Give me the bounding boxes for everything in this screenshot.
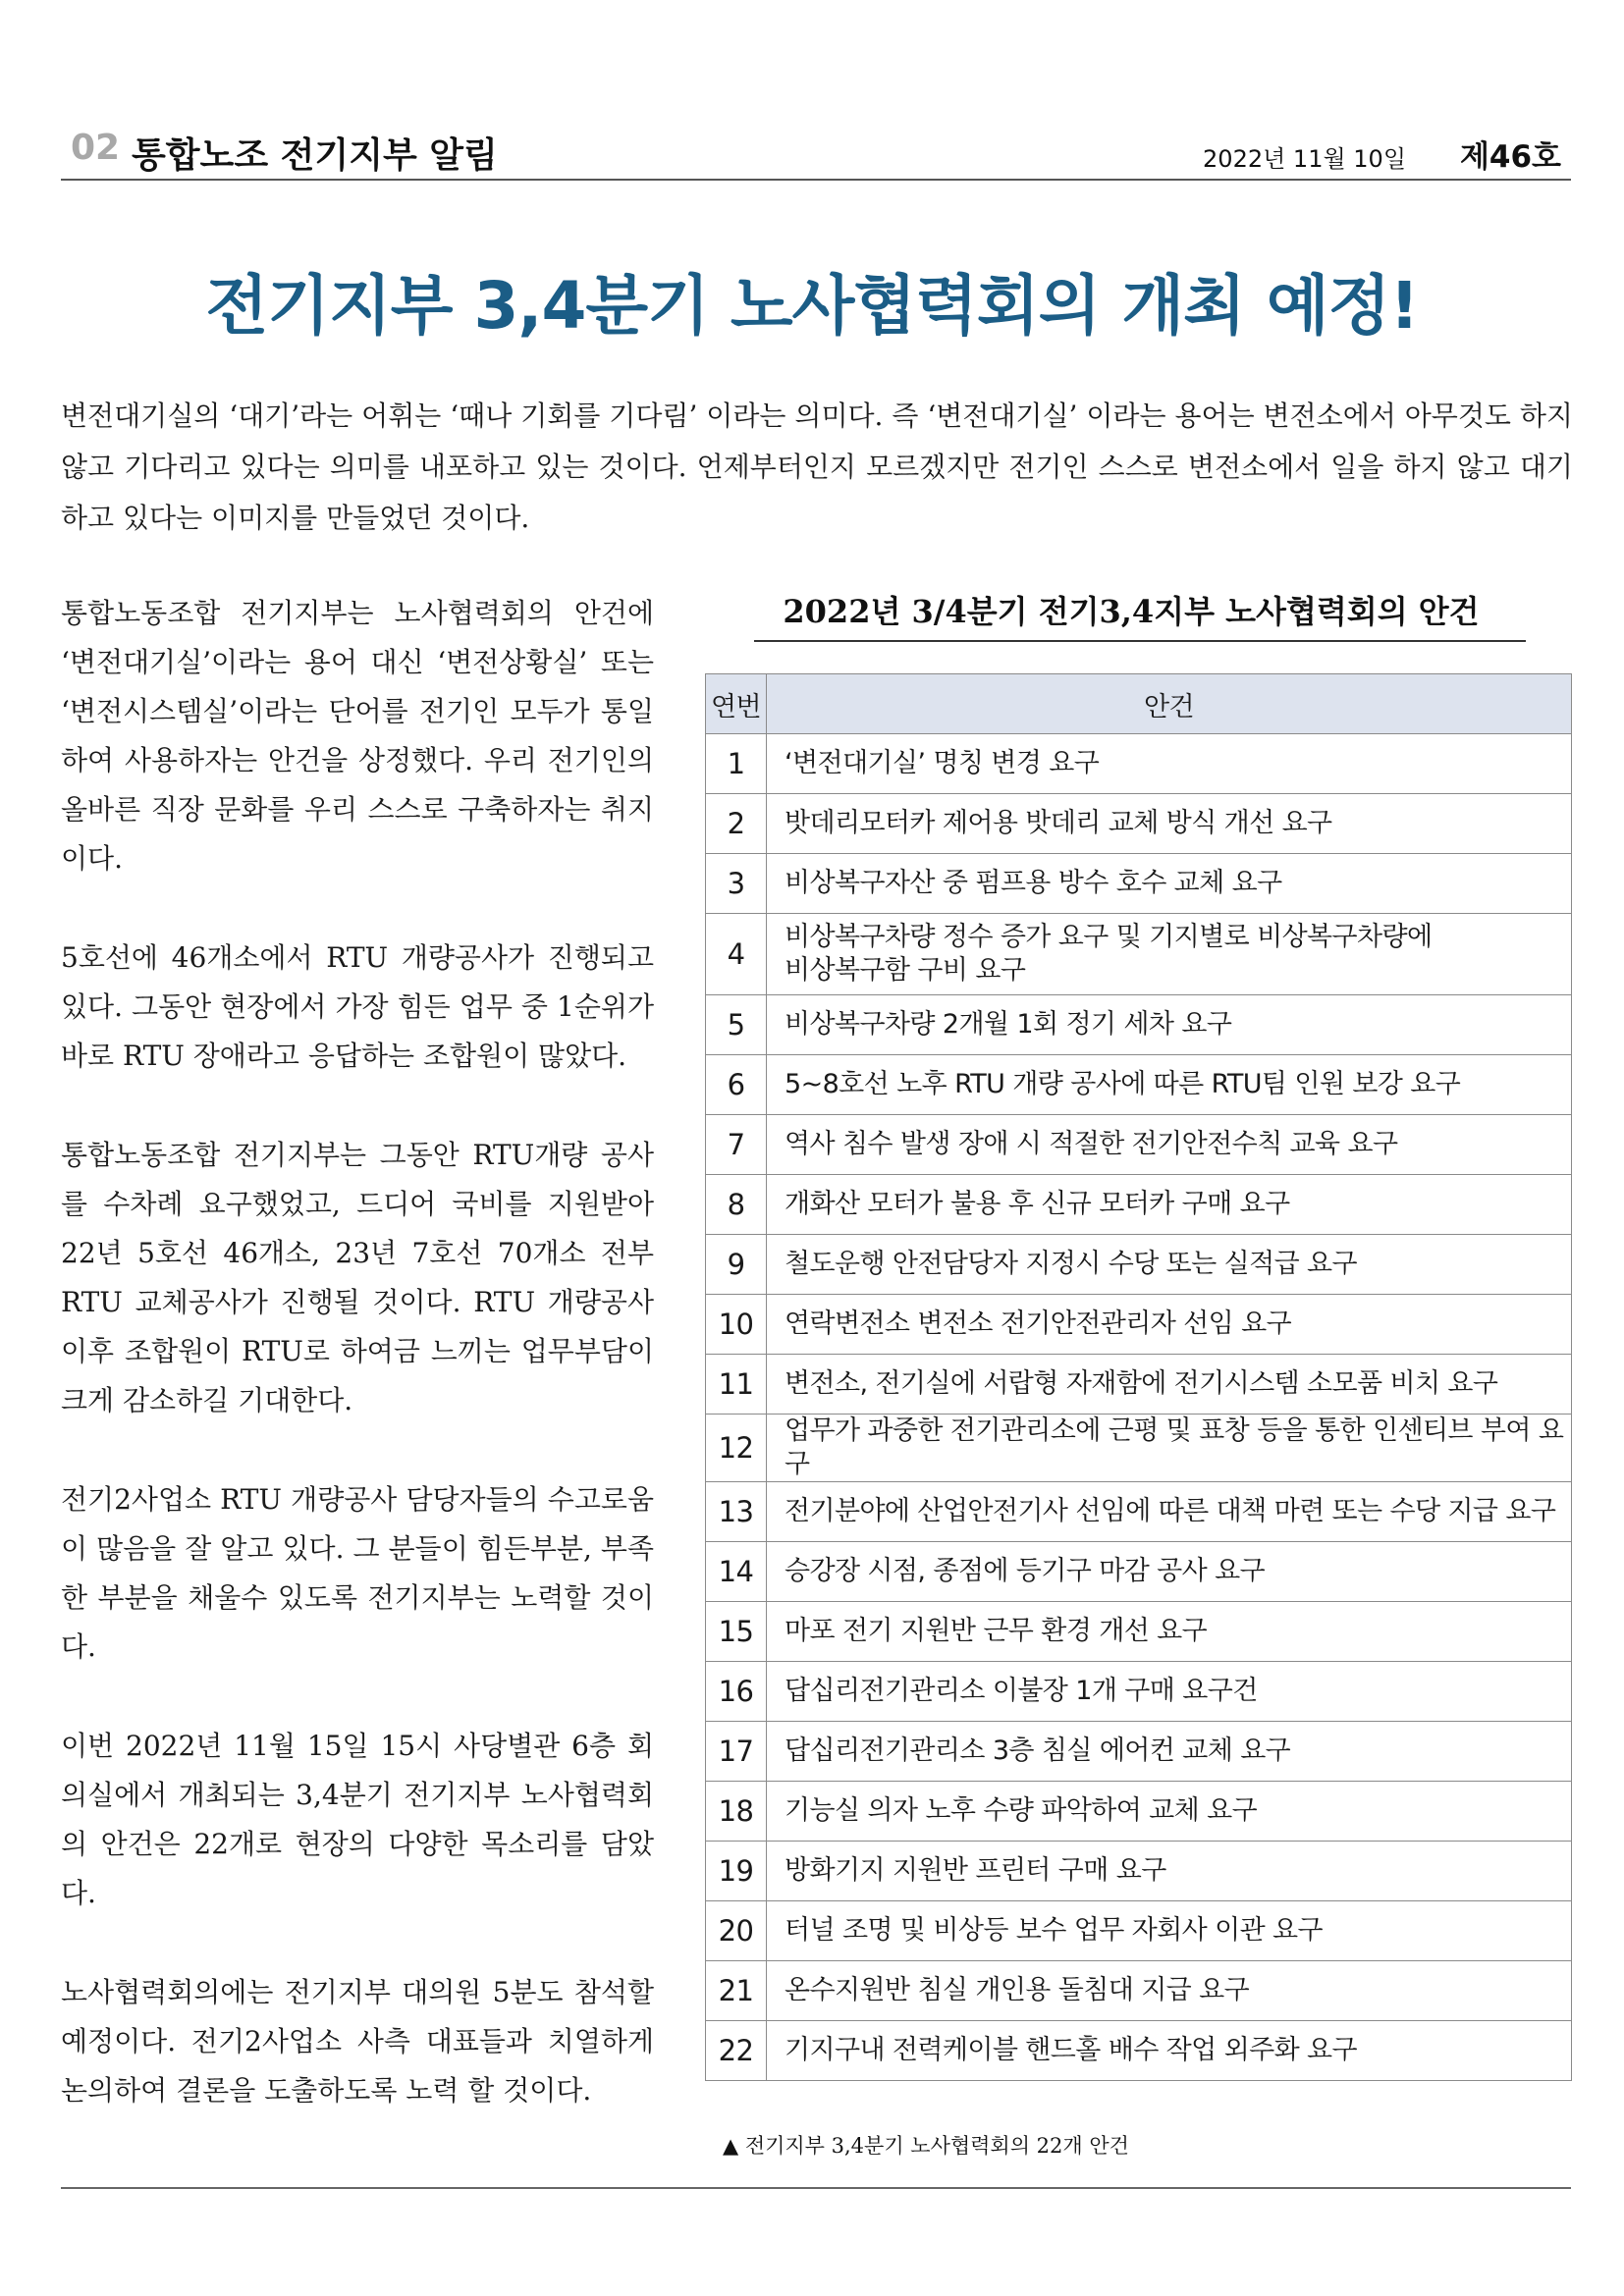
issue-date: 2022년 11월 10일	[1203, 145, 1406, 173]
row-number: 13	[706, 1482, 767, 1542]
body-paragraph: 이번 2022년 11월 15일 15시 사당별관 6층 회의실에서 개최되는 3,4분기 전기지부 노사협력회의 안건은 22개로 현장의 다양한 목소리를 담았다.	[61, 1730, 654, 1909]
row-item: 비상복구차량 정수 증가 요구 및 기지별로 비상복구차량에 비상복구함 구비 요구	[767, 914, 1572, 995]
row-number: 21	[706, 1961, 767, 2021]
body-paragraph: 5호선에 46개소에서 RTU 개량공사가 진행되고 있다. 그동안 현장에서 가장 힘든 업무 중 1순위가 바로 RTU 장애라고 응답하는 조합원이 많았다.	[61, 941, 654, 1072]
row-item: 마포 전기 지원반 근무 환경 개선 요구	[767, 1602, 1572, 1662]
row-item: 철도운행 안전담당자 지정시 수당 또는 실적급 요구	[767, 1235, 1572, 1295]
row-item: 방화기지 지원반 프린터 구매 요구	[767, 1842, 1572, 1901]
header-number: 연번	[706, 674, 767, 734]
row-number: 5	[706, 995, 767, 1055]
row-item: 5~8호선 노후 RTU 개량 공사에 따른 RTU팀 인원 보강 요구	[767, 1055, 1572, 1115]
agenda-table-title: 2022년 3/4분기 전기3,4지부 노사협력회의 안건	[783, 593, 1480, 630]
table-row	[706, 1355, 1572, 1415]
table-row	[706, 2021, 1572, 2081]
row-item: 역사 침수 발생 장애 시 적절한 전기안전수칙 교육 요구	[767, 1115, 1572, 1175]
row-number: 16	[706, 1662, 767, 1722]
row-item: 온수지원반 침실 개인용 돌침대 지급 요구	[767, 1961, 1572, 2021]
table-row	[706, 914, 1572, 995]
row-number: 17	[706, 1722, 767, 1782]
row-item: 비상복구차량 2개월 1회 정기 세차 요구	[767, 995, 1572, 1055]
row-item: 답십리전기관리소 3층 침실 에어컨 교체 요구	[767, 1722, 1572, 1782]
row-number: 10	[706, 1295, 767, 1355]
body-paragraph: 통합노동조합 전기지부는 그동안 RTU개량 공사를 수차례 요구했었고, 드디어 국비를 지원받아 22년 5호선 46개소, 23년 7호선 70개소 전부 RTU 교체공사가 진행될 것이다. RTU 개량공사 이후 조합원이 RTU로 하여금 느끼는 업무부담이 크게 감소하길 기대한다.	[61, 1139, 654, 1416]
row-item: 터널 조명 및 비상등 보수 업무 자회사 이관 요구	[767, 1901, 1572, 1961]
table-row	[706, 854, 1572, 914]
title-underline	[754, 640, 1526, 642]
table-row	[706, 1961, 1572, 2021]
row-item: ‘변전대기실’ 명칭 변경 요구	[767, 734, 1572, 794]
row-number: 3	[706, 854, 767, 914]
article-intro: 변전대기실의 ‘대기’라는 어휘는 ‘때나 기회를 기다림’ 이라는 의미다. 즉 ‘변전대기실’ 이라는 용어는 변전소에서 아무것도 하지 않고 기다리고 있다는 의미를 내포하고 있는 것이다. 언제부터인지 모르겠지만 전기인 스스로 변전소에서 일을 하지 않고 대기하고 있다는 이미지를 만들었던 것이다.	[61, 400, 1573, 534]
body-paragraph: 전기2사업소 RTU 개량공사 담당자들의 수고로움이 많음을 잘 알고 있다. 그 분들이 힘든부분, 부족한 부분을 채울수 있도록 전기지부는 노력할 것이다.	[61, 1483, 654, 1663]
table-caption: ▲ 전기지부 3,4분기 노사협력회의 22개 안건	[723, 2134, 1129, 2158]
table-row	[706, 1235, 1572, 1295]
row-item: 비상복구자산 중 펌프용 방수 호수 교체 요구	[767, 854, 1572, 914]
row-number: 2	[706, 794, 767, 854]
row-number: 4	[706, 914, 767, 995]
table-row	[706, 1055, 1572, 1115]
row-number: 22	[706, 2021, 767, 2081]
article-title: 전기지부 3,4분기 노사협력회의 개최 예정!	[205, 268, 1419, 344]
table-row	[706, 1602, 1572, 1662]
table-row	[706, 1542, 1572, 1602]
body-paragraph: 노사협력회의에는 전기지부 대의원 5분도 참석할 예정이다. 전기2사업소 사측 대표들과 치열하게 논의하여 결론을 도출하도록 노력 할 것이다.	[61, 1976, 654, 2107]
section-title: 통합노조 전기지부 알림	[132, 135, 498, 176]
row-number: 20	[706, 1901, 767, 1961]
row-item: 전기분야에 산업안전기사 선임에 따른 대책 마련 또는 수당 지급 요구	[767, 1482, 1572, 1542]
page-number: 02	[71, 128, 121, 168]
table-row	[706, 1901, 1572, 1961]
row-item: 밧데리모터카 제어용 밧데리 교체 방식 개선 요구	[767, 794, 1572, 854]
row-item: 기지구내 전력케이블 핸드홀 배수 작업 외주화 요구	[767, 2021, 1572, 2081]
row-number: 15	[706, 1602, 767, 1662]
table-row	[706, 1722, 1572, 1782]
row-number: 12	[706, 1415, 767, 1482]
header-item: 안건	[767, 674, 1572, 734]
row-number: 8	[706, 1175, 767, 1235]
row-item: 승강장 시점, 종점에 등기구 마감 공사 요구	[767, 1542, 1572, 1602]
row-item: 기능실 의자 노후 수량 파악하여 교체 요구	[767, 1782, 1572, 1842]
footer-divider	[61, 2187, 1571, 2189]
row-item: 변전소, 전기실에 서랍형 자재함에 전기시스템 소모품 비치 요구	[767, 1355, 1572, 1415]
table-row	[706, 1415, 1572, 1482]
row-item: 답십리전기관리소 이불장 1개 구매 요구건	[767, 1662, 1572, 1722]
table-header-row	[706, 674, 1572, 734]
row-number: 6	[706, 1055, 767, 1115]
row-number: 19	[706, 1842, 767, 1901]
table-row	[706, 1295, 1572, 1355]
table-row	[706, 1782, 1572, 1842]
row-item: 업무가 과중한 전기관리소에 근평 및 표창 등을 통한 인센티브 부여 요구	[767, 1415, 1572, 1482]
table-row	[706, 1662, 1572, 1722]
table-row	[706, 1115, 1572, 1175]
row-number: 9	[706, 1235, 767, 1295]
row-number: 11	[706, 1355, 767, 1415]
table-row	[706, 995, 1572, 1055]
row-number: 1	[706, 734, 767, 794]
table-row	[706, 1842, 1572, 1901]
row-item: 개화산 모터가 불용 후 신규 모터카 구매 요구	[767, 1175, 1572, 1235]
table-row	[706, 1175, 1572, 1235]
row-number: 18	[706, 1782, 767, 1842]
row-item: 연락변전소 변전소 전기안전관리자 선임 요구	[767, 1295, 1572, 1355]
table-row	[706, 734, 1572, 794]
row-number: 14	[706, 1542, 767, 1602]
page-header	[61, 126, 1571, 181]
article-body	[61, 589, 654, 2165]
agenda-table	[705, 673, 1572, 2081]
row-number: 7	[706, 1115, 767, 1175]
issue-number: 제46호	[1459, 139, 1561, 175]
table-row	[706, 1482, 1572, 1542]
table-row	[706, 794, 1572, 854]
body-paragraph: 통합노동조합 전기지부는 노사협력회의 안건에 ‘변전대기실’이라는 용어 대신 ‘변전상황실’ 또는 ‘변전시스템실’이라는 단어를 전기인 모두가 통일하여 사용하자는 안건을 상정했다. 우리 전기인의 올바른 직장 문화를 우리 스스로 구축하자는 취지이다.	[61, 597, 654, 875]
